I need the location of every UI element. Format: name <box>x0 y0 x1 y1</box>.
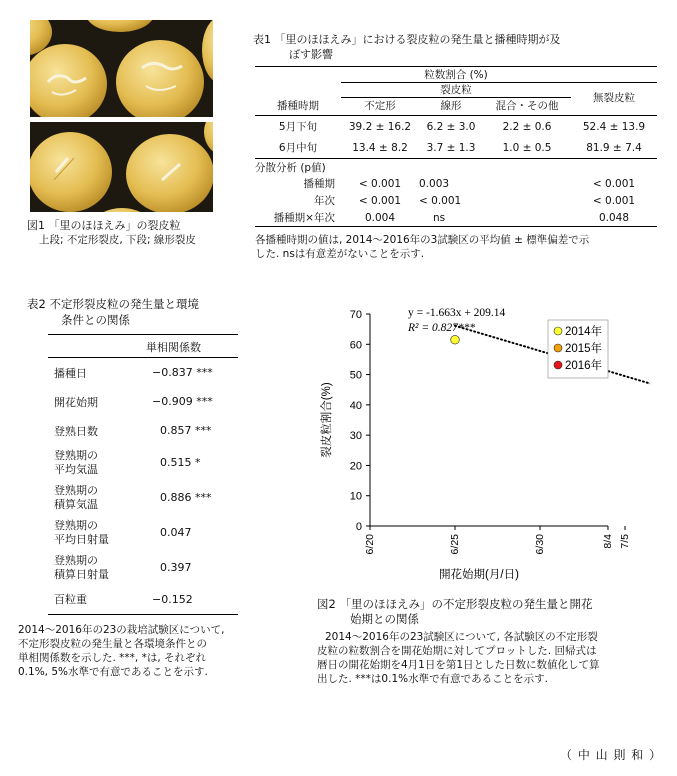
table2-col-header: 単相関係数 <box>146 341 201 354</box>
table-row <box>48 515 238 550</box>
legend-label: 2016年 <box>565 360 603 372</box>
table-row <box>48 480 238 515</box>
table1-title-line1: 表1 「里のほほえみ」における裂皮粒の発生量と播種時期が及 <box>253 33 561 46</box>
table1-col-none: 無裂皮粒 <box>593 92 635 104</box>
table-row <box>48 585 238 614</box>
chart-equation: y = -1.663x + 209.14 <box>408 307 506 319</box>
figure2-note-line1: 2014～2016年の23試験区について, 各試験区の不定形裂 <box>325 631 598 643</box>
table2-title-line1: 表2 不定形裂皮粒の発生量と環境 <box>27 297 199 311</box>
table2 <box>48 334 238 615</box>
anova-none: < 0.001 <box>592 177 636 190</box>
table1-body <box>255 116 657 227</box>
legend-label: 2014年 <box>565 326 603 338</box>
table-row <box>48 387 238 416</box>
row-label: 登熟期の <box>54 448 98 462</box>
row-label-2: 積算日射量 <box>54 567 109 581</box>
table-row <box>48 358 238 387</box>
bean-photo-bottom <box>30 122 213 212</box>
anova-irregular: < 0.001 <box>358 177 402 190</box>
figure2-caption-line2: 始期との関係 <box>350 612 419 626</box>
figure1-caption <box>27 218 227 248</box>
table1-col-linear: 線形 <box>440 100 462 112</box>
anova-none: 0.048 <box>598 211 630 224</box>
cell-none: 52.4 ± 13.9 <box>582 120 646 133</box>
table-row <box>255 192 657 209</box>
anova-none: < 0.001 <box>592 194 636 207</box>
legend-marker <box>554 361 562 369</box>
y-tick-label: 60 <box>349 339 362 352</box>
y-axis-label: 裂皮粒割合(%) <box>321 382 333 458</box>
corr-value: 0.397 <box>160 561 192 574</box>
cell-none: 81.9 ± 7.4 <box>586 141 642 154</box>
table2-note <box>18 623 278 679</box>
figure2-note <box>317 630 669 686</box>
scatter-point <box>451 335 460 344</box>
y-tick-label: 70 <box>349 309 362 321</box>
table1-title-line2: ぼす影響 <box>289 48 333 61</box>
anova-irregular: 0.004 <box>364 211 396 224</box>
figure2-note-line3: 暦日の開花始期を4月1日を第1日とした日数に数値化して算 <box>317 659 600 671</box>
y-tick-label: 30 <box>349 430 362 443</box>
anova-irregular: < 0.001 <box>358 194 402 207</box>
anova-label: 播種期×年次 <box>273 212 335 224</box>
cell-mixed: 1.0 ± 0.5 <box>502 141 552 154</box>
table2-note-line3: 単相関係数を示した. ***, *は, それぞれ <box>18 652 207 664</box>
table1-col-sowing: 播種時期 <box>277 100 319 112</box>
table-row <box>255 116 657 137</box>
table1-title <box>253 32 673 62</box>
corr-value: 0.047 <box>160 526 192 539</box>
table1-header-group: 粒数割合 (%) <box>424 69 488 81</box>
anova-linear: ns <box>433 211 446 224</box>
row-label: 登熟日数 <box>54 424 98 438</box>
table2-body <box>48 358 238 615</box>
table-row <box>48 550 238 585</box>
chart-legend <box>548 320 608 378</box>
figure1-photo-top <box>30 20 213 117</box>
chart-r2: R² = 0.827*** <box>408 322 476 334</box>
x-tick-label: 6/20 <box>364 534 376 555</box>
corr-value: 0.886 *** <box>160 491 212 504</box>
row-label-2: 積算気温 <box>54 497 98 511</box>
anova-linear: 0.003 <box>419 177 450 190</box>
figure2-note-line2: 皮粒の粒数割合を開花始期に対してプロットした. 回帰式は <box>317 645 597 657</box>
table-row <box>48 416 238 445</box>
corr-value: 0.857 *** <box>160 424 212 437</box>
y-tick-label: 10 <box>349 490 362 503</box>
table2-title <box>27 296 267 328</box>
table2-note-line1: 2014～2016年の23の栽培試験区について, <box>18 624 225 636</box>
author-credit: （ 中 山 則 和 ） <box>560 748 663 762</box>
row-label: 登熟期の <box>54 483 98 497</box>
x-tick-label: 6/30 <box>534 534 546 555</box>
row-label: 5月下旬 <box>278 121 318 133</box>
figure1-caption-line2: 上段; 不定形裂皮, 下段; 線形裂皮 <box>39 234 196 246</box>
x-tick-label: 6/25 <box>449 534 461 555</box>
y-tick-label: 40 <box>349 399 362 412</box>
table1-col-mixed: 混合・その他 <box>495 100 559 112</box>
row-label: 百粒重 <box>54 593 87 607</box>
y-tick-label: 0 <box>355 521 362 533</box>
row-label-2: 平均日射量 <box>54 532 109 546</box>
figure2-caption-line1: 図2 「里のほほえみ」の不定形裂皮粒の発生量と開花 <box>317 597 593 611</box>
anova-label: 年次 <box>314 195 335 207</box>
legend-marker <box>554 327 562 335</box>
table2-note-line2: 不定形裂皮粒の発生量と各環境条件との <box>18 638 207 650</box>
row-label-2: 平均気温 <box>54 462 98 476</box>
anova-label: 播種期 <box>303 178 335 190</box>
figure2-caption <box>317 597 667 627</box>
figure1-photo-bottom <box>30 122 213 212</box>
row-label: 6月中旬 <box>278 142 318 154</box>
figure2-note-line4: 出した. ***は0.1%水準で有意であることを示す. <box>317 673 548 685</box>
corr-value: −0.837 *** <box>152 366 213 379</box>
table-row <box>48 445 238 480</box>
x-axis-label: 開花始期(月/日) <box>439 569 519 581</box>
y-tick-label: 50 <box>349 369 362 382</box>
row-label: 登熟期の <box>54 518 98 532</box>
corr-value: −0.152 <box>152 592 193 606</box>
cell-irregular: 39.2 ± 16.2 <box>348 120 412 133</box>
row-label: 登熟期の <box>54 553 98 567</box>
legend-label: 2015年 <box>565 343 603 355</box>
anova-linear: < 0.001 <box>419 194 462 207</box>
table1 <box>255 66 657 261</box>
table-row <box>255 175 657 192</box>
table1-note-line1: 各播種時期の値は, 2014～2016年の3試験区の平均値 ± 標準偏差で示 <box>255 234 590 246</box>
cell-linear: 3.7 ± 1.3 <box>426 141 476 154</box>
row-label: 播種日 <box>54 366 87 380</box>
table-row <box>255 209 657 227</box>
table1-col-irregular: 不定形 <box>364 100 396 112</box>
cell-mixed: 2.2 ± 0.6 <box>502 120 552 133</box>
x-tick-label: 8/4 <box>602 534 614 549</box>
table2-title-line2: 条件との関係 <box>61 313 130 327</box>
y-tick-label: 20 <box>349 460 362 473</box>
cell-irregular: 13.4 ± 8.2 <box>352 141 408 154</box>
table1-header-sub: 裂皮粒 <box>440 84 472 96</box>
cell-linear: 6.2 ± 3.0 <box>426 120 476 133</box>
corr-value: −0.909 *** <box>152 395 213 408</box>
table-row <box>255 137 657 159</box>
corr-value: 0.515 * <box>160 456 201 469</box>
anova-title: 分散分析 (p値) <box>255 161 326 174</box>
x-tick-label: 7/5 <box>619 534 631 549</box>
legend-marker <box>554 344 562 352</box>
table2-note-line4: 0.1%, 5%水準で有意であることを示す. <box>18 666 208 678</box>
figure1-caption-line1: 図1 「里のほほえみ」の裂皮粒 <box>27 219 181 232</box>
row-label: 開花始期 <box>54 395 98 409</box>
scatter-chart <box>310 300 650 590</box>
bean-photo-top <box>30 20 213 117</box>
table1-note <box>255 233 665 261</box>
table1-note-line2: した. nsは有意差がないことを示す. <box>255 248 425 260</box>
